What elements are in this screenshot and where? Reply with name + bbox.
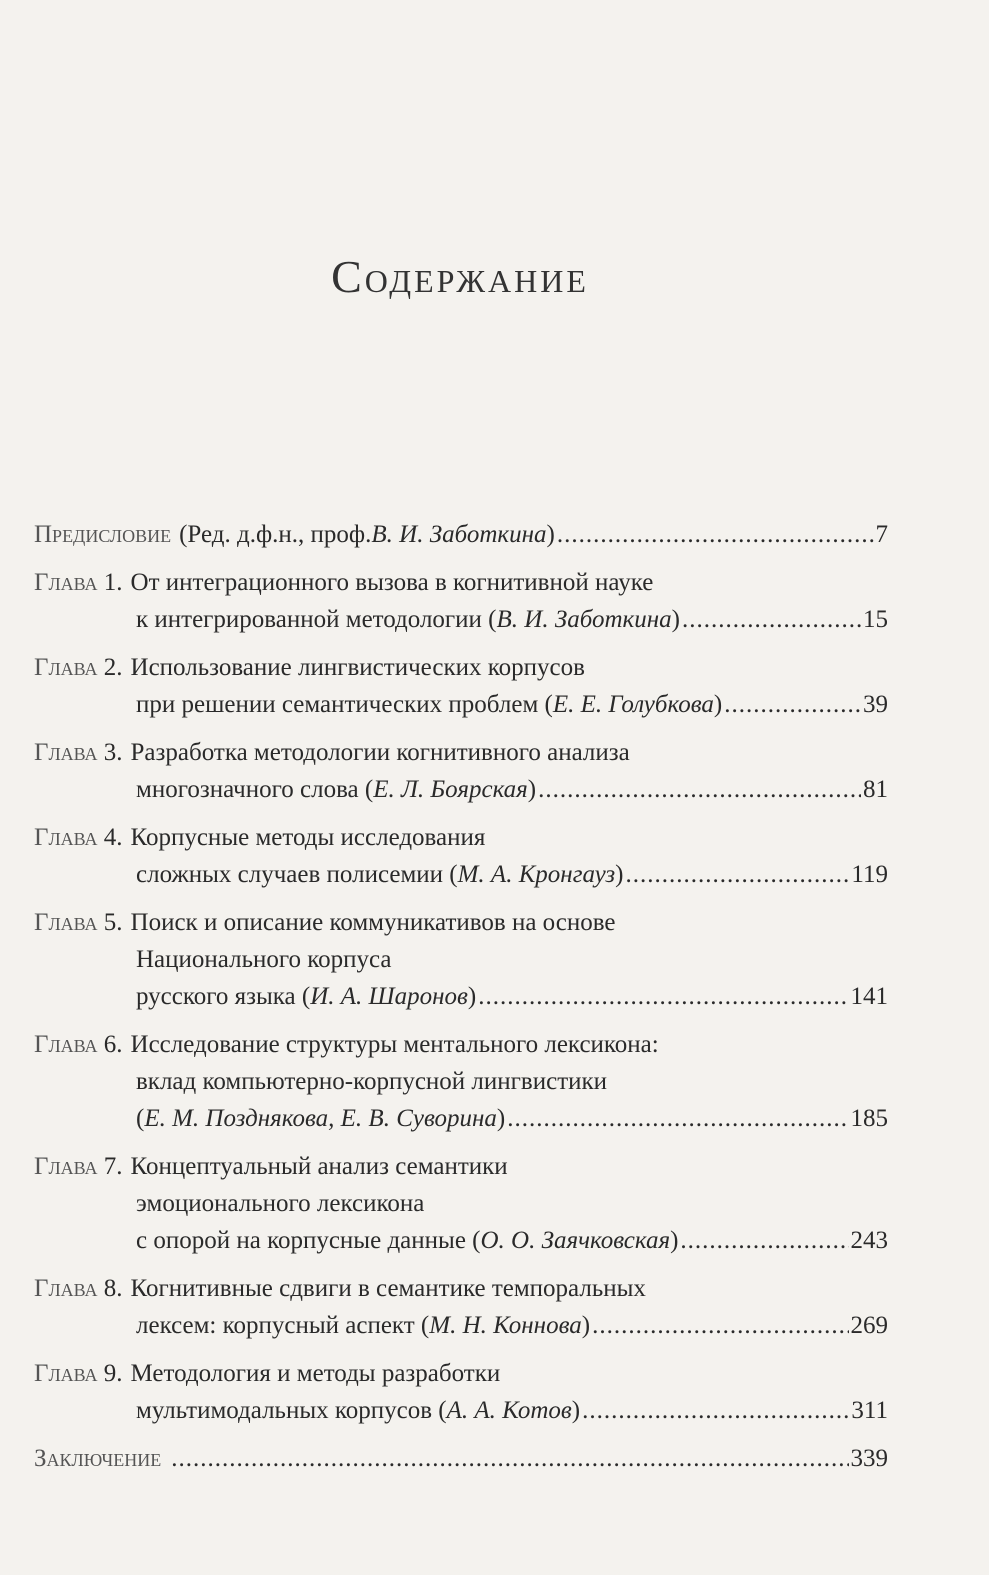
entry-label: [34, 734, 123, 771]
dot-leader: [680, 1222, 848, 1259]
entry-title-line: Когнитивные сдвиги в семантике темпоральных: [130, 1275, 646, 1302]
entry-label-word: Глава: [34, 739, 98, 766]
entry-close-paren: ): [467, 983, 477, 1010]
entry-title-line: Разработка методологии когнитивного анализа: [130, 739, 630, 766]
toc-entry: [34, 1270, 888, 1344]
entry-label-word: Глава: [34, 1360, 98, 1387]
entry-number: 2.: [103, 654, 123, 681]
dot-leader: [507, 1100, 848, 1137]
page-number: 81: [863, 776, 888, 803]
page-number: 269: [850, 1312, 888, 1339]
entry-author: В. И. Заботкина: [371, 521, 547, 548]
toc-entry: [34, 1355, 888, 1429]
toc-line: [34, 734, 888, 771]
entry-close-paren: ): [571, 1397, 581, 1424]
page-number: 15: [863, 606, 888, 633]
dot-leader: [625, 856, 849, 893]
entry-label: [34, 1148, 123, 1185]
entry-author: М. А. Кронгауз: [457, 861, 616, 888]
entry-close-paren: ): [546, 521, 555, 548]
entry-label-word: Предисловие: [34, 521, 172, 548]
entry-title-line: сложных случаев полисемии (: [136, 861, 458, 888]
page-number: 243: [850, 1227, 888, 1254]
entry-title-line: От интеграционного вызова в когнитивной науке: [130, 569, 654, 596]
entry-label: [34, 819, 123, 856]
toc-line: [34, 1355, 888, 1392]
toc-line: [34, 516, 888, 553]
page-number: 339: [850, 1445, 888, 1472]
entry-number: 7.: [103, 1153, 123, 1180]
entry-label-word: Глава: [34, 1153, 98, 1180]
toc-entry: [34, 564, 888, 638]
toc-line: [34, 649, 888, 686]
toc-line: [34, 1148, 888, 1185]
dot-leader: [682, 601, 861, 638]
entry-number: 1.: [103, 569, 123, 596]
page-title: Содержание: [331, 251, 589, 302]
toc-line: [34, 819, 888, 856]
entry-author: Е. Е. Голубкова: [552, 691, 714, 718]
page-number: 39: [863, 691, 888, 718]
dot-leader: [582, 1392, 849, 1429]
entry-label-word: Глава: [34, 1275, 98, 1302]
toc-entry: [34, 734, 888, 808]
dot-leader: [538, 771, 861, 808]
entry-close-paren: ): [527, 776, 537, 803]
entry-author: Е. М. Позднякова, Е. В. Суворина: [144, 1105, 497, 1132]
toc-entry: [34, 516, 888, 553]
toc-line: [34, 1100, 888, 1137]
page-number: 7: [875, 521, 888, 548]
entry-title-line: многозначного слова (: [136, 776, 374, 803]
toc-entry: [34, 1440, 888, 1477]
entry-title-line: эмоционального лексикона: [136, 1190, 425, 1217]
dot-leader: [478, 978, 848, 1015]
entry-close-paren: ): [670, 1227, 679, 1254]
entry-author: Е. Л. Боярская: [373, 776, 528, 803]
entry-close-paren: ): [713, 691, 723, 718]
entry-title-line: лексем: корпусный аспект (: [136, 1312, 430, 1339]
toc-line: [34, 1222, 888, 1259]
page-number: 119: [851, 861, 888, 888]
table-of-contents: [34, 516, 888, 1488]
entry-number: 5.: [103, 909, 123, 936]
toc-line: [34, 564, 888, 601]
entry-label: [34, 649, 123, 686]
toc-line: [34, 856, 888, 893]
dot-leader: [724, 686, 861, 723]
toc-line: [34, 978, 888, 1015]
toc-line: [34, 686, 888, 723]
entry-title-line: Национального корпуса: [136, 946, 392, 973]
toc-line: [34, 904, 888, 941]
entry-number: 4.: [103, 824, 123, 851]
entry-label-word: Глава: [34, 654, 98, 681]
toc-line: [34, 771, 888, 808]
toc-line: [34, 1185, 888, 1222]
entry-title-line: мультимодальных корпусов (: [136, 1397, 447, 1424]
dot-leader: [171, 1440, 848, 1477]
entry-title-line: к интегрированной методологии (: [136, 606, 497, 633]
entry-number: 9.: [103, 1360, 123, 1387]
entry-label-word: Глава: [34, 824, 98, 851]
entry-title-line: русского языка (: [136, 983, 311, 1010]
entry-close-paren: ): [671, 606, 680, 633]
entry-label: [34, 904, 123, 941]
entry-title-line: с опорой на корпусные данные (: [136, 1227, 481, 1254]
entry-title-line: Использование лингвистических корпусов: [130, 654, 585, 681]
toc-line: [34, 1063, 888, 1100]
entry-close-paren: ): [496, 1105, 506, 1132]
entry-label: [34, 1440, 161, 1477]
toc-line: [34, 1270, 888, 1307]
entry-label: [34, 564, 123, 601]
page-number: 185: [850, 1105, 888, 1132]
entry-title-line: при решении семантических проблем (: [136, 691, 553, 718]
entry-author: И. А. Шаронов: [310, 983, 468, 1010]
toc-line: [34, 1392, 888, 1429]
toc-line: [34, 601, 888, 638]
entry-label: [34, 516, 171, 553]
entry-close-paren: ): [581, 1312, 591, 1339]
entry-title-line: Корпусные методы исследования: [130, 824, 486, 851]
entry-author: А. А. Котов: [446, 1397, 572, 1424]
entry-title-line: Концептуальный анализ семантики: [130, 1153, 508, 1180]
entry-close-paren: ): [615, 861, 624, 888]
dot-leader: [592, 1307, 848, 1344]
entry-title-line: Поиск и описание коммуникативов на основе: [130, 909, 616, 936]
page-number: 141: [850, 983, 888, 1010]
entry-title-line: Исследование структуры ментального лексикона:: [130, 1031, 659, 1058]
toc-entry: [34, 1026, 888, 1137]
entry-title-line: вклад компьютерно-корпусной лингвистики: [136, 1068, 608, 1095]
dot-leader: [557, 516, 874, 553]
toc-line: [34, 1026, 888, 1063]
entry-number: 6.: [103, 1031, 123, 1058]
toc-entry: [34, 1148, 888, 1259]
entry-number: 8.: [103, 1275, 123, 1302]
toc-entry: [34, 904, 888, 1015]
toc-entry: [34, 819, 888, 893]
entry-label: [34, 1270, 123, 1307]
entry-author: М. Н. Коннова: [429, 1312, 582, 1339]
toc-line: [34, 1307, 888, 1344]
entry-label-word: Глава: [34, 909, 98, 936]
toc-line: [34, 941, 888, 978]
entry-label: [34, 1026, 123, 1063]
entry-title-line: (Ред. д.ф.н., проф.: [179, 521, 372, 548]
entry-label-word: Глава: [34, 569, 98, 596]
entry-label-word: Глава: [34, 1031, 98, 1058]
entry-author: О. О. Заячковская: [480, 1227, 671, 1254]
entry-title-line: (: [136, 1105, 145, 1132]
entry-author: В. И. Заботкина: [496, 606, 672, 633]
entry-number: 3.: [103, 739, 123, 766]
toc-entry: [34, 649, 888, 723]
entry-label-word: Заключение: [34, 1445, 162, 1472]
toc-line: [34, 1440, 888, 1477]
entry-title-line: Методология и методы разработки: [130, 1360, 501, 1387]
entry-label: [34, 1355, 123, 1392]
page-number: 311: [851, 1397, 888, 1424]
